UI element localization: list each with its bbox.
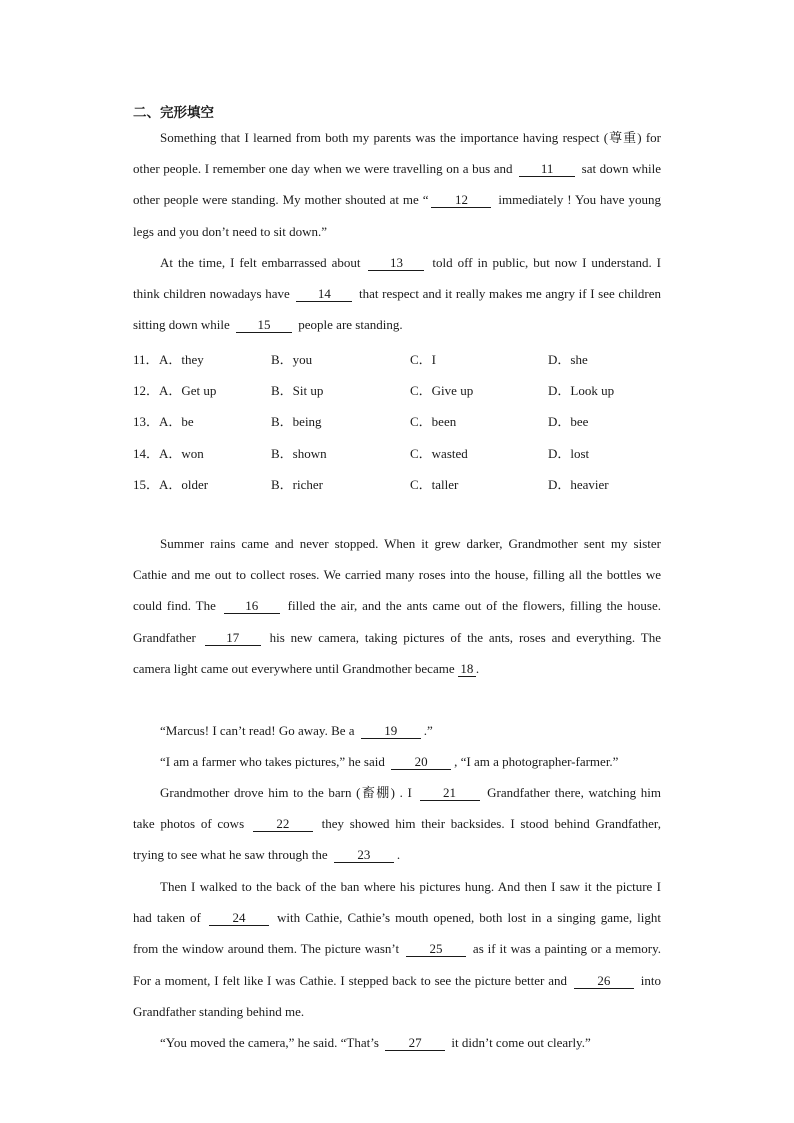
option-a[interactable] (133, 349, 204, 368)
question-row (133, 376, 693, 407)
paragraph-1 (133, 122, 661, 247)
text: Grandfather there, watching him take photos of cows (133, 785, 661, 832)
blank-24[interactable]: 24 (209, 911, 269, 926)
text: Something that I learned from both my parents was the importance having respect (尊重) for other people. I remember one day when we were travelling on a bus and (133, 130, 661, 177)
question-number: 15． (133, 476, 160, 492)
blank-23[interactable]: 23 (334, 848, 394, 863)
option-label: A．they (159, 352, 204, 367)
text: immediately ! You have young legs and you don’t need to sit down.” (133, 192, 661, 239)
option-d[interactable]: D．lost (548, 445, 590, 461)
question-row (133, 470, 693, 501)
blank-15[interactable]: 15 (236, 318, 292, 333)
text: .” (423, 723, 433, 738)
question-row (133, 439, 693, 470)
text: as if it was a painting or a memory. For a moment, I felt like I was Cathie. I stepped back to see the picture better and (133, 941, 661, 988)
option-label: A．be (159, 414, 194, 430)
option-b[interactable]: B．richer (271, 476, 323, 492)
text: his new camera, taking pictures of the ants, roses and everything. The camera light came out everywhere until Grandmother became (133, 629, 661, 676)
text: with Cathie, Cathie’s mouth opened, both lost in a singing game, light from the window around them. The picture wasn’t (133, 910, 661, 957)
paragraph-3 (133, 528, 661, 684)
text: told off in public, but now I understand. I think children nowadays have (133, 255, 661, 302)
option-c[interactable]: C．taller (410, 476, 459, 492)
option-c[interactable]: C．wasted (410, 445, 468, 461)
text: they showed him their backsides. I stood behind Grandfather, trying to see what he saw through the (133, 816, 661, 863)
question-number: 13． (133, 414, 160, 430)
question-number: 14． (133, 445, 160, 461)
option-label: A．won (159, 445, 204, 461)
option-c[interactable]: C．been (410, 414, 457, 430)
option-a[interactable] (133, 474, 208, 493)
text: it didn’t come out clearly.” (448, 1035, 591, 1050)
text: , “I am a photographer-farmer.” (454, 754, 619, 769)
text: Summer rains came and never stopped. When it grew darker, Grandmother sent my sister Cathie and me out to collect roses. We carried many roses into the house, filling all the bottles we could find. The (133, 536, 661, 614)
blank-19[interactable]: 19 (361, 724, 421, 739)
option-b[interactable]: B．shown (271, 445, 327, 461)
text: filled the air, and the ants came out of the flowers, filling the house. Grandfather (133, 598, 661, 645)
option-b[interactable]: B．Sit up (271, 383, 324, 399)
option-d[interactable]: D．she (548, 352, 588, 367)
question-row (133, 345, 693, 376)
text: “You moved the camera,” he said. “That’s (160, 1035, 383, 1050)
blank-26[interactable]: 26 (574, 974, 634, 989)
option-b[interactable]: B．you (271, 352, 313, 367)
text: Grandmother drove him to the barn (畜棚) . I (160, 785, 417, 800)
option-d[interactable]: D．Look up (548, 383, 615, 399)
blank-18[interactable]: 18 (458, 662, 476, 677)
paragraph-5 (133, 752, 661, 772)
option-c[interactable]: C．I (410, 352, 437, 367)
paragraph-7 (133, 871, 661, 1027)
text: sat down while other people were standing. My mother shouted at me “ (133, 161, 661, 208)
blank-20[interactable]: 20 (391, 755, 451, 770)
paragraph-2 (133, 247, 661, 341)
question-number: 11． (133, 352, 159, 367)
option-a[interactable] (133, 380, 216, 399)
paragraph-4 (133, 721, 661, 741)
option-label: A．Get up (159, 383, 217, 399)
blank-17[interactable]: 17 (205, 631, 261, 646)
text: Then I walked to the back of the ban where his pictures hung. And then I saw it the picture I had taken of (133, 879, 661, 926)
blank-14[interactable]: 14 (296, 287, 352, 302)
text: . (396, 847, 401, 863)
blank-12[interactable]: 12 (431, 193, 491, 208)
option-label: A．older (159, 476, 209, 492)
text: into Grandfather standing behind me. (133, 972, 661, 1019)
paragraph-6 (133, 777, 661, 871)
blank-11[interactable]: 11 (519, 162, 575, 177)
option-a[interactable] (133, 411, 194, 430)
text: that respect and it really makes me angry if I see children sitting down while (133, 286, 662, 333)
options-list (133, 345, 693, 501)
blank-25[interactable]: 25 (406, 942, 466, 957)
option-d[interactable]: D．heavier (548, 476, 609, 492)
blank-22[interactable]: 22 (253, 817, 313, 832)
question-row (133, 407, 693, 438)
paragraph-8 (133, 1033, 661, 1053)
question-number: 12． (133, 383, 160, 399)
blank-21[interactable]: 21 (420, 786, 480, 801)
blank-16[interactable]: 16 (224, 599, 280, 614)
text: people are standing. (295, 317, 403, 333)
section-heading: 二、完形填空 (133, 105, 214, 121)
text: “Marcus! I can’t read! Go away. Be a (160, 723, 358, 738)
text: “I am a farmer who takes pictures,” he said (160, 754, 389, 769)
option-d[interactable]: D．bee (548, 414, 589, 430)
blank-27[interactable]: 27 (385, 1036, 445, 1051)
text: At the time, I felt embarrassed about (160, 255, 366, 270)
blank-13[interactable]: 13 (368, 256, 424, 271)
option-a[interactable] (133, 443, 204, 462)
option-b[interactable]: B．being (271, 414, 322, 430)
text: . (475, 660, 480, 676)
option-c[interactable]: C．Give up (410, 383, 474, 399)
